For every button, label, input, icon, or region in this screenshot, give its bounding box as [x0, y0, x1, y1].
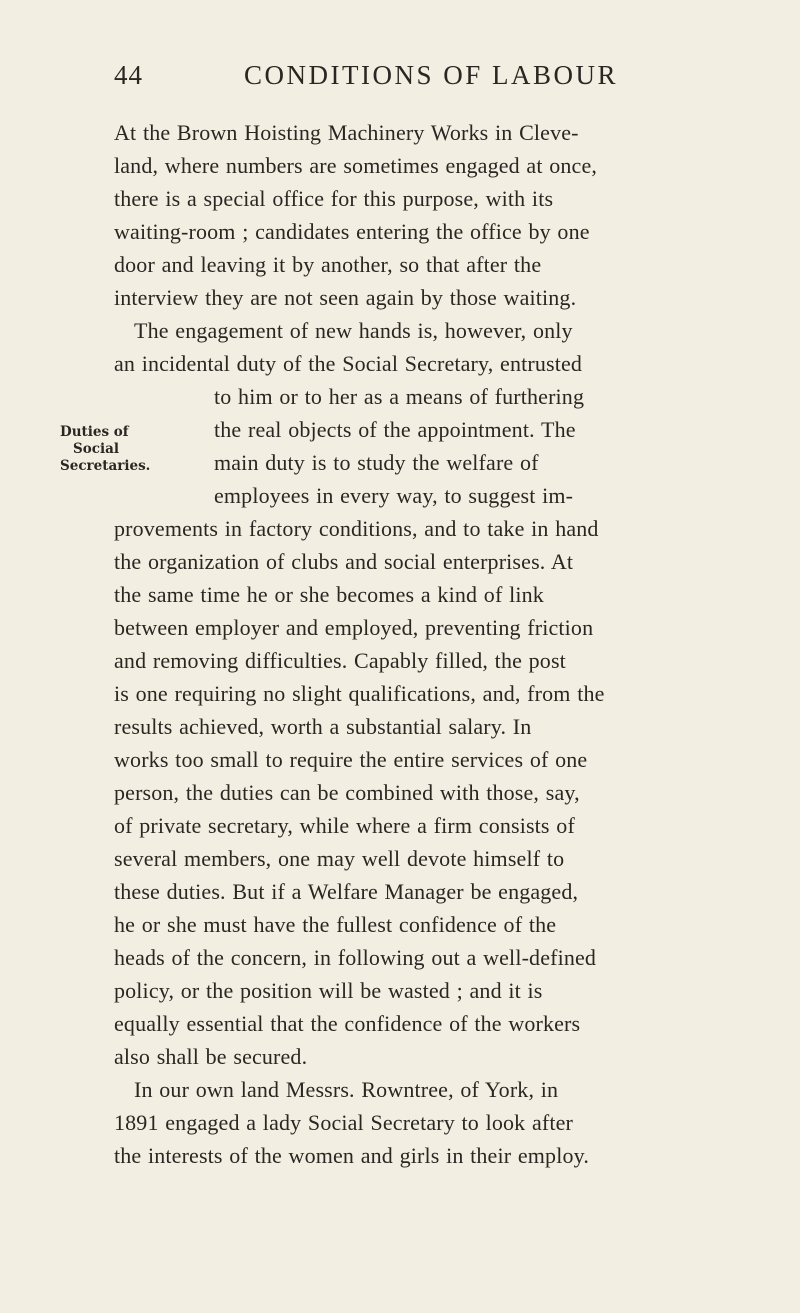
page-number: 44 [114, 60, 143, 90]
text-line: the interests of the women and girls in their employ. [114, 1143, 589, 1168]
text-line: In our own land Messrs. Rowntree, of York, in [134, 1077, 559, 1102]
text-line: main duty is to study the welfare of [214, 450, 539, 475]
text-line: The engagement of new hands is, however, only [134, 318, 573, 343]
text-line: there is a special office for this purpose, with its [114, 186, 554, 211]
text-line: is one requiring no slight qualifications, and, from the [114, 681, 605, 706]
text-line: between employer and employed, preventing friction [114, 615, 594, 640]
text-line: 1891 engaged a lady Social Secretary to look after [114, 1110, 574, 1135]
running-head [114, 60, 714, 94]
text-line: At the Brown Hoisting Machinery Works in Cleve- [114, 120, 579, 145]
running-title: CONDITIONS OF LABOUR [244, 60, 619, 90]
text-line: employees in every way, to suggest im- [214, 483, 574, 508]
text-line: provements in factory conditions, and to take in hand [114, 516, 599, 541]
margin-note [60, 424, 190, 475]
text-line: the real objects of the appointment. The [214, 417, 576, 442]
text-line: the organization of clubs and social enterprises. At [114, 549, 574, 574]
text-line: equally essential that the confidence of the workers [114, 1011, 581, 1036]
text-line: interview they are not seen again by those waiting. [114, 285, 577, 310]
text-line: of private secretary, while where a firm consists of [114, 813, 575, 838]
margin-note-line: Secretaries. [60, 458, 151, 474]
text-line: results achieved, worth a substantial salary. In [114, 714, 532, 739]
text-line: door and leaving it by another, so that after the [114, 252, 542, 277]
text-line: several members, one may well devote himself to [114, 846, 565, 871]
text-line: person, the duties can be combined with those, say, [114, 780, 580, 805]
text-line: policy, or the position will be wasted ; and it is [114, 978, 543, 1003]
text-line: and removing difficulties. Capably filled, the post [114, 648, 566, 673]
text-line: the same time he or she becomes a kind of link [114, 582, 544, 607]
text-line: also shall be secured. [114, 1044, 308, 1069]
text-line: waiting-room ; candidates entering the office by one [114, 219, 590, 244]
text-line: an incidental duty of the Social Secretary, entrusted [114, 351, 583, 376]
text-line: he or she must have the fullest confidence of the [114, 912, 557, 937]
margin-note-line: Social [73, 441, 119, 457]
text-line: these duties. But if a Welfare Manager be engaged, [114, 879, 579, 904]
text-line: to him or to her as a means of furthering [214, 384, 585, 409]
margin-note-line: Duties of [60, 424, 129, 440]
text-line: heads of the concern, in following out a well-defined [114, 945, 597, 970]
text-line: works too small to require the entire services of one [114, 747, 588, 772]
text-line: land, where numbers are sometimes engaged at once, [114, 153, 598, 178]
